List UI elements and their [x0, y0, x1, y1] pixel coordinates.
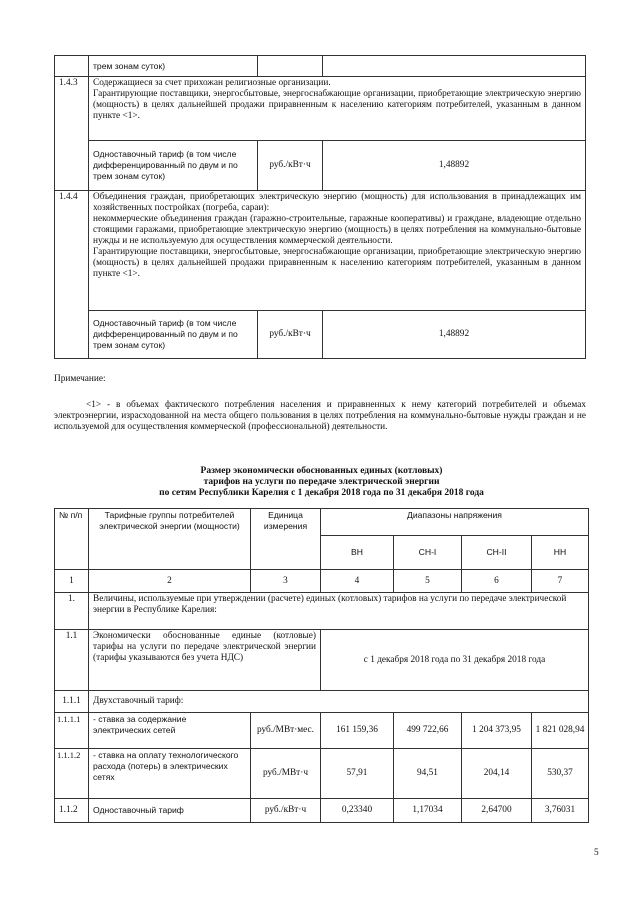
tariff-name: Одноставочный тариф (в том числе дифференцированный по двум и по трем зонам суток) [89, 141, 258, 191]
row-number: 1.1.2 [55, 799, 89, 823]
unit: руб./МВт·ч [251, 749, 321, 799]
unit: руб./кВт·ч [258, 311, 323, 359]
header-ranges: Диапазоны напряжения [321, 509, 589, 536]
title-line: по сетям Республики Карелия с 1 декабря 2018 года по 31 декабря 2018 года [159, 488, 484, 498]
tariff-table-population [54, 55, 586, 359]
value-sn1: 94,51 [394, 749, 462, 799]
row-description: Содержащиеся за счет прихожан религиозные организации. [93, 78, 331, 88]
row-description: - ставка за содержание электрических сетей [89, 713, 251, 749]
header-num: № п/п [55, 509, 89, 570]
row-number: 1.1.1.1 [55, 713, 89, 749]
table-row [55, 749, 589, 799]
period: с 1 декабря 2018 года по 31 декабря 2018 года [321, 630, 589, 691]
row-number: 1.1 [55, 630, 89, 691]
column-number: 2 [89, 570, 251, 593]
row-description: некоммерческие объединения граждан (гаражно-строительные, гаражные кооперативы) и граждане, владеющие отдельно стоящими гаражами, приобретающие электрическую энергию (мощность) в целях потребления на коммунально-бытовые нужды и не используемую для осуществления коммерческой деятельности. [93, 214, 581, 246]
row-description: Двухставочный тариф: [89, 691, 589, 713]
section-title [54, 466, 589, 499]
value-sn1: 1,17034 [394, 799, 462, 823]
row-description: Экономически обоснованные единые (котловые) тарифы на услуги по передаче электрической энергии (тарифы указываются без учета НДС) [89, 630, 321, 691]
table-row [55, 77, 586, 141]
continued-text: трем зонам суток) [89, 56, 258, 77]
note-text [54, 400, 586, 433]
row-number: 1.4.3 [55, 77, 89, 191]
row-number: 1.1.1 [55, 691, 89, 713]
value-sn2: 204,14 [462, 749, 532, 799]
value-vn: 161 159,36 [321, 713, 394, 749]
row-description: Одноставочный тариф [89, 799, 251, 823]
page-number: 5 [594, 848, 599, 858]
table-row [55, 799, 589, 823]
column-number: 4 [321, 570, 394, 593]
header-level: СН-II [462, 536, 532, 570]
column-number: 3 [251, 570, 321, 593]
value-nn: 3,76031 [532, 799, 589, 823]
unit: руб./кВт·ч [258, 141, 323, 191]
value-nn: 1 821 028,94 [532, 713, 589, 749]
row-description: Объединения граждан, приобретающих электрическую энергию (мощность) для использования в принадлежащих им хозяйственных постройках (погреба, сараи): [93, 192, 581, 213]
header-level: ВН [321, 536, 394, 570]
row-number: 1.1.1.2 [55, 749, 89, 799]
table-row [55, 191, 586, 311]
column-number: 5 [394, 570, 462, 593]
value-sn1: 499 722,66 [394, 713, 462, 749]
tariff-value: 1,48892 [323, 141, 586, 191]
value-sn2: 1 204 373,95 [462, 713, 532, 749]
unit: руб./МВт·мес. [251, 713, 321, 749]
row-description: Величины, используемые при утверждении (расчете) единых (котловых) тарифов на услуги по передаче электрической энергии в Республике Карелия: [89, 593, 589, 630]
title-line: тарифов на услуги по передаче электрической энергии [203, 477, 440, 487]
table-row [55, 713, 589, 749]
tariff-name: Одноставочный тариф (в том числе дифференцированный по двум и по трем зонам суток) [89, 311, 258, 359]
column-number: 7 [532, 570, 589, 593]
tariff-table-transmission [54, 508, 589, 823]
tariff-value: 1,48892 [323, 311, 586, 359]
value-vn: 0,23340 [321, 799, 394, 823]
row-number: 1.4.4 [55, 191, 89, 359]
value-sn2: 2,64700 [462, 799, 532, 823]
note-body: <1> - в объемах фактического потребления населения и приравненных к нему категорий потребителей и объемах электроэнергии, израсходованной на места общего пользования в целях потребления на коммунально-бытовые нужды граждан и не используемой для осуществления коммерческой (профессиональной) деятельности. [54, 400, 586, 432]
header-level: НН [532, 536, 589, 570]
value-nn: 530,37 [532, 749, 589, 799]
note-heading: Примечание: [54, 374, 106, 384]
column-number: 1 [55, 570, 89, 593]
column-number: 6 [462, 570, 532, 593]
row-description: - ставка на оплату технологического расхода (потерь) в электрических сетях [89, 749, 251, 799]
header-group: Тарифные группы потребителей электрической энергии (мощности) [89, 509, 251, 570]
unit: руб./кВт·ч [251, 799, 321, 823]
header-unit: Единица измерения [251, 509, 321, 570]
title-line: Размер экономически обоснованных единых (котловых) [200, 466, 443, 476]
row-number: 1. [55, 593, 89, 630]
value-vn: 57,91 [321, 749, 394, 799]
header-level: СН-I [394, 536, 462, 570]
row-description: Гарантирующие поставщики, энергосбытовые, энергоснабжающие организации, приобретающие электрическую энергию (мощность) в целях дальнейшей продажи приравненным к населению категориям потребителей, указанным в данном пункте <1>. [93, 89, 581, 121]
row-description: Гарантирующие поставщики, энергосбытовые, энергоснабжающие организации, приобретающие электрическую энергию (мощность) в целях дальнейшей продажи приравненным к населению категориям потребителей, указанным в данном пункте <1>. [93, 247, 581, 279]
